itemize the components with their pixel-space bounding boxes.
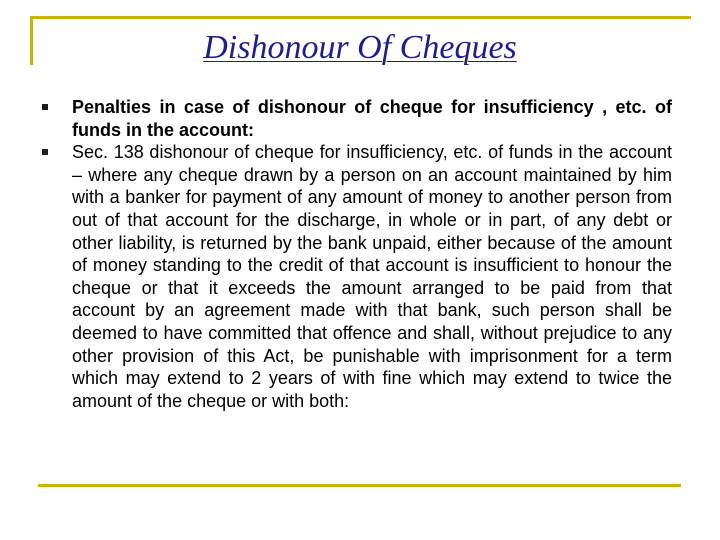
bullet-list — [42, 96, 672, 412]
frame-top-line — [30, 16, 691, 19]
bullet-item-penalties — [42, 96, 672, 141]
slide-title: Dishonour Of Cheques — [203, 29, 517, 66]
frame-bottom-line — [38, 484, 681, 487]
square-bullet-icon — [42, 149, 48, 155]
bullet-text: Sec. 138 dishonour of cheque for insufficiency, etc. of funds in the account – where any cheque drawn by a person on an account maintained by him with a banker for payment of any amount of money to another person from out of that account for the discharge, in whole or in part, of any debt or other liability, is returned by the bank unpaid, either because of the amount of money standing to the credit of that account is insufficient to honour the cheque or that it exceeds the amount arranged to be paid from that account by an agreement made with that bank, such person shall be deemed to have committed that offence and shall, without prejudice to any other provision of this Act, be punishable with imprisonment for a term which may extend to 2 years of with fine which may extend to twice the amount of the cheque or with both: — [72, 142, 672, 411]
bullet-text: Penalties in case of dishonour of cheque for insufficiency , etc. of funds in the account: — [72, 97, 672, 140]
bullet-item-sec-138 — [42, 141, 672, 412]
square-bullet-icon — [42, 104, 48, 110]
